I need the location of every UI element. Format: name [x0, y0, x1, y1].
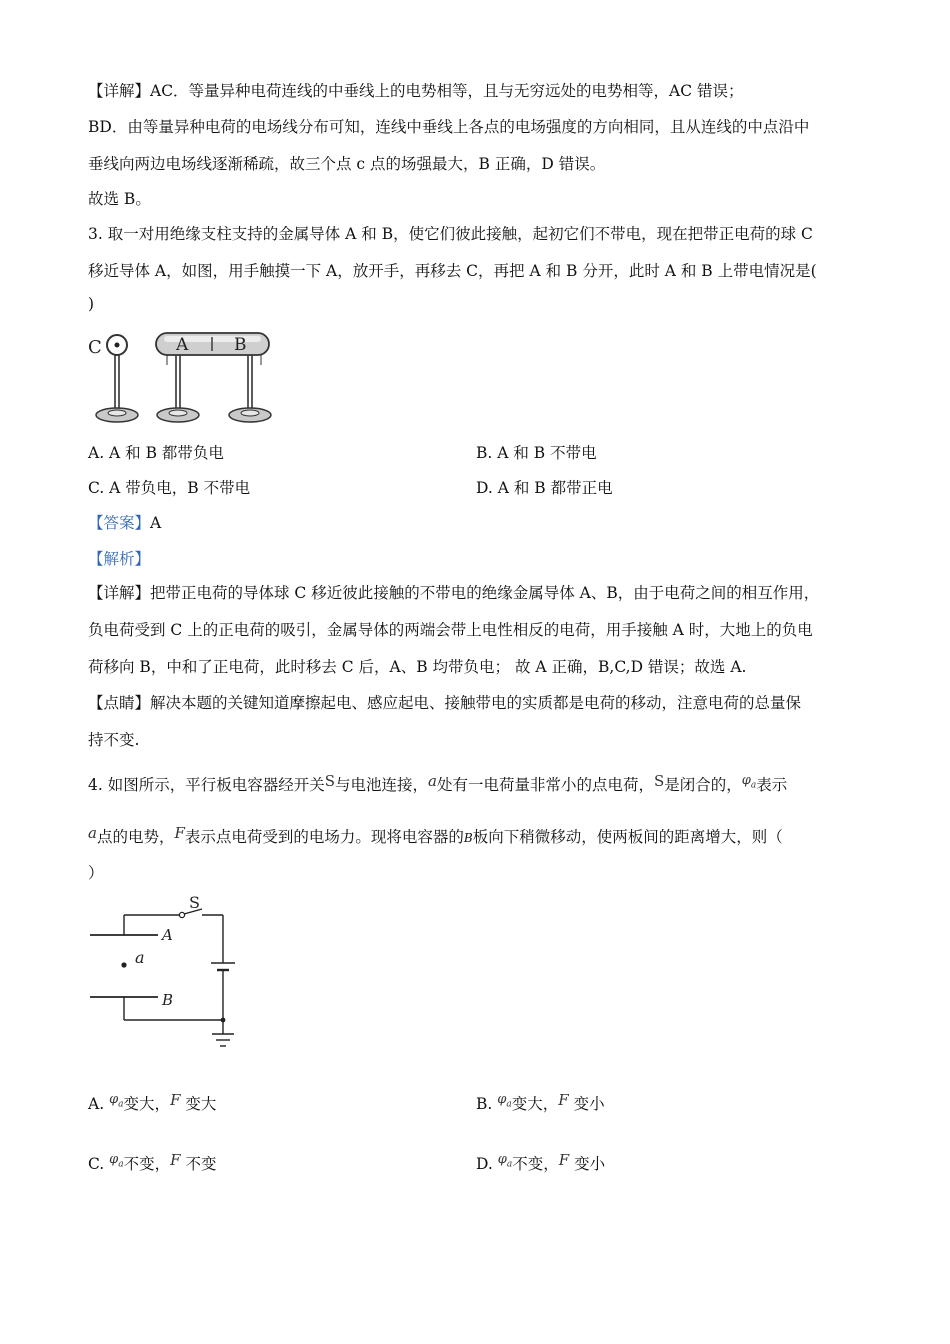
- point-symbol: a: [428, 772, 437, 790]
- q3-option-a: A. A 和 B 都带负电: [88, 444, 224, 462]
- q3-answer: [88, 512, 161, 534]
- q3-analysis-tag: 【解析】: [88, 550, 151, 568]
- switch-symbol: S: [324, 772, 335, 790]
- q3-stem-line-2: 移近导体 A，如图，用手触摸一下 A，放开手，再移去 C，再把 A 和 B 分开，此时 A 和 B 上带电情况是(: [88, 262, 817, 280]
- q4-stem-line-2: a点的电势，F表示点电荷受到的电场力。现将电容器的B板向下稍微移动，使两板间的距离增大，则（: [88, 824, 783, 846]
- answer-tag: 【答案】: [88, 514, 151, 532]
- label-c: C: [88, 337, 102, 358]
- label-b: B: [234, 335, 247, 355]
- q3-comment-line-1: 【点睛】解决本题的关键知道摩擦起电、感应起电、接触带电的实质都是电荷的移动，注意电荷的总量保: [88, 694, 802, 712]
- q3-stem-line-1: 3. 取一对用绝缘支柱支持的金属导体 A 和 B，使它们彼此接触，起初它们不带电，现在把带正电荷的球 C: [88, 225, 813, 243]
- force-symbol: F: [174, 824, 185, 842]
- q4-option-b: B. $^{\varphi_a}$变大，F 变小: [476, 1091, 605, 1113]
- q4-option-a: A. $^{\varphi_a}$变大，F 变大: [88, 1091, 217, 1113]
- q3-option-d: D. A 和 B 都带正电: [476, 479, 613, 497]
- explain-line-2: BD．由等量异种电荷的电场线分布可知，连线中垂线上各点的电场强度的方向相同，且从连线的中点沿中: [88, 118, 810, 136]
- label-plate-a: A: [162, 926, 173, 944]
- q4-stem-line-1: 4. 如图所示，平行板电容器经开关S与电池连接，a处有一电荷量非常小的点电荷，S是闭合的，$^{\varphi_a}$表示: [88, 772, 788, 794]
- q3-detail-line-2: 负电荷受到 C 上的正电荷的吸引，金属导体的两端会带上电性相反的电荷，用手接触 A 时，大地上的负电: [88, 621, 813, 639]
- q3-option-b: B. A 和 B 不带电: [476, 444, 597, 462]
- explain-conclusion: 故选 B。: [88, 190, 151, 208]
- explain-line-1: 【详解】AC．等量异种电荷连线的中垂线上的电势相等，且与无穷远处的电势相等，AC 错误；: [88, 82, 744, 100]
- label-a: A: [176, 335, 189, 355]
- q3-conductor-figure: [84, 325, 284, 430]
- label-point-a: a: [135, 948, 145, 967]
- q3-stem-line-3: ): [88, 295, 95, 313]
- q4-capacitor-circuit: [84, 890, 254, 1055]
- answer-value: A: [150, 514, 162, 532]
- label-s: S: [189, 893, 200, 912]
- q3-option-c: C. A 带负电，B 不带电: [88, 479, 251, 497]
- plate-symbol: B: [463, 831, 473, 845]
- q4-stem-line-3: ）: [88, 864, 104, 882]
- q4-option-d: D. $^{\varphi_a}$不变，F 变小: [476, 1151, 606, 1173]
- explain-line-3: 垂线向两边电场线逐渐稀疏，故三个点 c 点的场强最大，B 正确，D 错误。: [88, 155, 606, 173]
- q3-detail-line-3: 荷移向 B，中和了正电荷，此时移去 C 后，A、B 均带负电； 故 A 正确，B,C,D 错误；故选 A.: [88, 658, 747, 676]
- q3-detail-line-1: 【详解】把带正电荷的导体球 C 移近彼此接触的不带电的绝缘金属导体 A、B，由于电荷之间的相互作用，: [88, 584, 820, 602]
- label-plate-b: B: [162, 991, 174, 1009]
- q4-option-c: C. $^{\varphi_a}$不变，F 不变: [88, 1151, 217, 1173]
- q3-comment-line-2: 持不变.: [88, 731, 140, 749]
